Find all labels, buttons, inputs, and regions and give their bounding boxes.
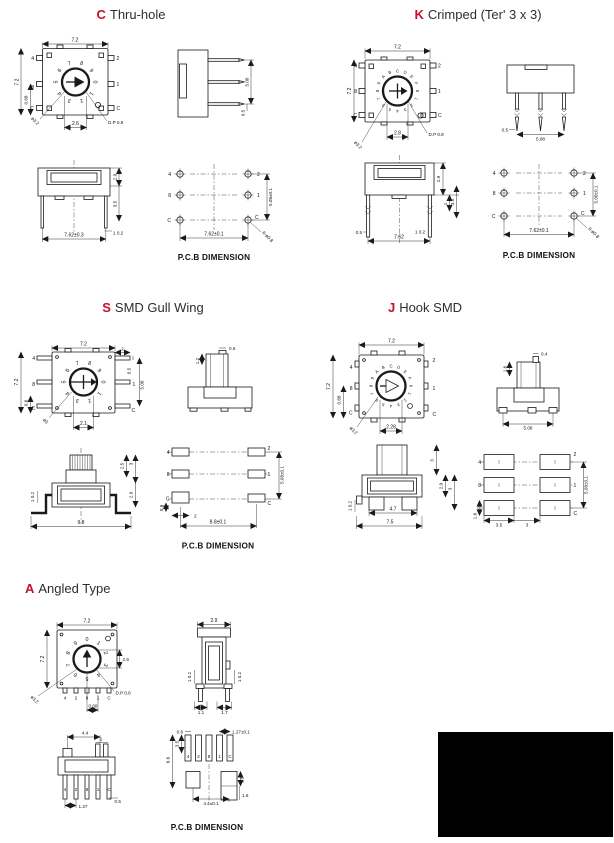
dim: 6.6 [165, 756, 171, 764]
section-title-k: Crimped (Ter' 3 x 3) [427, 7, 542, 22]
j-front-view [348, 445, 455, 529]
dim: 2.6 [72, 121, 79, 127]
dial-char: 3 [67, 96, 72, 104]
dim: 0.68 [88, 703, 98, 709]
dim: 0.6 [229, 346, 236, 351]
pad-label: 8 [207, 754, 211, 759]
dim: 5.08 [536, 136, 545, 142]
dial-char: 2 [409, 102, 415, 108]
dim: 2.1 [80, 421, 87, 427]
dial-char: 5 [85, 675, 89, 681]
pcb-label: C [573, 511, 578, 517]
pcb-label: 4 [492, 171, 496, 177]
dial-char: 5 [381, 401, 386, 408]
dial-char: 7 [75, 360, 80, 368]
dim: 3.5 [174, 740, 180, 748]
dim: 0.4 [541, 351, 548, 357]
pcb-label: 4 [168, 172, 171, 178]
pin-label: 4 [349, 365, 353, 371]
dim: 3.5 [495, 522, 503, 528]
dim: 7.2 [394, 44, 401, 51]
s-pcb-view [159, 446, 285, 551]
pin-label: C [31, 406, 35, 412]
pin-label: 8 [32, 382, 35, 388]
dim: 1.6 [502, 365, 508, 373]
pin-label: 2 [438, 63, 441, 70]
dim: 5.08±0.1 [593, 185, 599, 204]
dim: 0.68 [336, 395, 342, 405]
dim: 4.4 [81, 730, 89, 736]
dim: 7.62±0.3 [64, 232, 84, 239]
dial-char: B [387, 69, 393, 76]
dial-char: 2 [79, 96, 84, 104]
dim: 7.2 [388, 338, 395, 345]
pin-label: 1 [132, 382, 136, 388]
dial-char: 1 [95, 390, 103, 397]
dial-char: 2 [402, 397, 408, 403]
j-top-view [326, 339, 437, 436]
c-top-view [15, 38, 124, 131]
pcb-label: 4 [478, 460, 481, 466]
dial-char: 8 [65, 650, 73, 656]
pin-label: C [353, 113, 357, 119]
pcb-label: 1 [583, 191, 586, 197]
dim: 2.6 [122, 657, 129, 662]
dial-char: 6 [64, 367, 72, 374]
dim: ø3 [41, 417, 50, 425]
dim: 5.08±0.1 [279, 466, 285, 484]
dim: 5.08±0.1 [268, 188, 273, 206]
dim: ø3.2 [30, 115, 41, 126]
pcb-label: 1 [267, 472, 271, 478]
pin-label: 8 [354, 89, 357, 95]
k-front-view [356, 155, 459, 244]
dim: 3.5 [450, 198, 455, 206]
dim: 0.5 [126, 367, 132, 375]
pcb-label: C [165, 496, 170, 503]
dim: 1.2 [195, 357, 200, 365]
dial-char: C [389, 363, 393, 369]
dim: 1 0.2 [237, 671, 242, 683]
dial-char: 6 [72, 671, 79, 678]
pcb-label: C [581, 211, 585, 217]
dim: 2.9 [438, 482, 444, 490]
dial-char: 3 [396, 401, 401, 408]
pcb-label: C [491, 214, 496, 220]
dim: ø3.2 [348, 425, 359, 436]
dial-char: 6 [374, 397, 380, 403]
k-top-view [347, 45, 444, 151]
dial-char: 0 [85, 637, 89, 643]
dial-char: 3 [403, 106, 408, 113]
dim: 7.2 [14, 378, 20, 386]
dim: 2.9 [128, 491, 134, 499]
dim: 7.2 [83, 618, 91, 625]
dial-char: 4 [56, 90, 64, 97]
a-side-view [187, 618, 242, 715]
dim: 4.4±0.1 [203, 801, 219, 806]
dial-char: 1 [87, 90, 95, 97]
dim: 2 [121, 346, 124, 352]
pin-label: 4 [31, 56, 34, 62]
dial-char: 4 [95, 671, 102, 678]
dial-char: 3 [101, 662, 109, 668]
dim: 2.9 [436, 175, 441, 183]
dim: 0.5 [240, 109, 246, 117]
dim: 1 0.2 [113, 230, 124, 236]
pcb-label: 8 [492, 191, 496, 197]
dial-char: 4 [64, 390, 72, 397]
pin-label: C [116, 106, 121, 112]
c-pcb-view [167, 164, 274, 262]
dim: 0.5 [355, 230, 362, 235]
s-side-view [188, 346, 252, 411]
a-top-view [30, 619, 132, 713]
j-pcb-view [473, 452, 589, 528]
pin-label: C [438, 113, 442, 119]
dial-char: 2 [101, 650, 109, 656]
pcb-label: 1 [257, 193, 260, 199]
dim: 1.7 [221, 710, 228, 715]
pin-label: 8 [85, 695, 89, 701]
dial-char: 7 [369, 391, 376, 396]
dim: 7.2 [71, 37, 79, 44]
dim: 1 [99, 736, 103, 742]
dial-char: 3 [75, 396, 80, 404]
dim: 0.6 [176, 729, 183, 735]
dim: 0.6 [23, 399, 29, 407]
pcb-label: 4 [166, 450, 170, 456]
black-redaction-box [438, 732, 613, 837]
section-letter-j: J [387, 300, 396, 315]
dim: 1.27 [78, 804, 88, 809]
dial-char: 8 [374, 89, 380, 93]
section-title-j: Hook SMD [399, 300, 463, 315]
pad-label: 2 [197, 754, 200, 759]
dial-char: 0 [91, 80, 98, 84]
dial-char: 5 [387, 106, 392, 113]
c-front-view [38, 160, 124, 242]
dim: 7.2 [80, 341, 87, 348]
dial-char: B [381, 364, 386, 371]
section-title-s: SMD Gull Wing [114, 300, 204, 315]
pcb-label: 2 [573, 452, 577, 458]
pin-label: 4 [63, 695, 67, 701]
dim: 1 [443, 202, 448, 206]
pcb-caption: P.C.B DIMENSION [502, 251, 576, 260]
dim: 1 0.2 [187, 671, 192, 683]
pin-label: C [131, 408, 136, 414]
dim: ø3.2 [353, 139, 364, 150]
pin-label: C [107, 787, 111, 792]
pcb-caption: P.C.B DIMENSION [170, 823, 244, 832]
dial-char: 9 [369, 376, 376, 381]
dim: 0.5 [114, 799, 121, 804]
pad-label: C [228, 754, 232, 759]
section-letter-a: A [25, 581, 35, 596]
pcb-label: 2 [583, 171, 586, 177]
k-pcb-view [492, 164, 601, 260]
dial-char: 7 [67, 60, 72, 68]
j-side-view [497, 352, 559, 431]
dim: 7.62 [394, 234, 404, 241]
dial-char: 0 [99, 380, 106, 384]
a-front-view [58, 731, 121, 810]
dim: 7.2 [14, 78, 21, 86]
dial-char: 1 [95, 640, 102, 647]
dim: D.P 0.8 [115, 690, 131, 696]
dim: 1 0.2 [347, 500, 353, 512]
dial-char: 7 [65, 662, 73, 668]
dim: 9.8 [77, 520, 85, 526]
dim: 2.8 [394, 130, 401, 137]
pin-label: 8 [349, 386, 353, 392]
pcb-label: C [267, 501, 272, 507]
dim: 1.8 [239, 776, 245, 784]
dial-char: 1 [406, 391, 413, 396]
pin-label: C [30, 106, 34, 112]
dim: 1.1 [197, 710, 205, 715]
pin-label: 1 [432, 386, 436, 392]
dial-char: 9 [376, 81, 382, 86]
dial-char: D [396, 364, 402, 371]
pin-label: 4 [32, 356, 35, 362]
dim: 3 [447, 487, 453, 491]
dim: D.P 0.8 [108, 120, 124, 125]
dial-char: 4 [396, 108, 399, 114]
dim: 2.28 [386, 424, 396, 431]
dim: 3.5 [112, 200, 118, 208]
pcb-label: 8 [168, 193, 171, 199]
pin-label: 2 [74, 787, 78, 792]
dim: 2 [194, 513, 197, 519]
dial-char: 0 [415, 89, 421, 93]
pin-label: 8 [85, 787, 89, 792]
dim: 0.5 [501, 127, 508, 133]
dim: 1.6 [242, 793, 249, 798]
dim: 7.5 [386, 519, 394, 526]
dial-char: 4 [389, 403, 393, 409]
dial-char: A [373, 368, 380, 375]
section-letter-k: K [414, 7, 424, 22]
dim: 4.7 [389, 506, 397, 513]
a-pcb-view [166, 730, 251, 833]
dial-char: A [380, 73, 386, 80]
dim: 1 0.2 [30, 491, 35, 503]
dim: 0.68 [23, 95, 29, 105]
pad-label: 1 [218, 754, 221, 759]
pin-label: C [107, 695, 111, 701]
dim: 1.6 [472, 512, 478, 520]
s-top-view [14, 342, 145, 431]
dial-char: 5 [53, 80, 60, 84]
dial-char: 8 [79, 60, 84, 68]
pin-label: C [348, 410, 353, 417]
dim: D.P 0.8 [428, 132, 444, 137]
pcb-label: 2 [267, 446, 271, 452]
section-title-a: Angled Type [38, 581, 111, 596]
pin-label: C [432, 412, 437, 418]
dial-char: 9 [72, 640, 79, 647]
section-letter-c: C [96, 7, 106, 22]
dial-char: 8 [368, 384, 374, 388]
dim: 5.08 [244, 77, 250, 87]
c-side-view [178, 50, 254, 117]
dial-char: 6 [380, 102, 386, 108]
dim: 5.08 [139, 380, 145, 390]
section-title-c: Thru-hole [109, 7, 166, 22]
dial-char: 1 [413, 96, 419, 101]
dim: 7.2 [347, 87, 353, 95]
dim: 6-ø0.8 [587, 226, 601, 240]
dim: 2.5 [119, 462, 125, 470]
dial-char: 6 [56, 67, 64, 74]
dial-char: 7 [376, 96, 382, 101]
dim: 7.2 [326, 383, 332, 390]
section-letter-s: S [102, 300, 111, 315]
dial-char: 8 [87, 360, 92, 368]
pin-label: 1 [96, 787, 100, 792]
dim: ø3.2 [29, 694, 40, 705]
pcb-label: 1 [573, 483, 577, 489]
dim: 3 [525, 522, 529, 528]
dial-char: D [402, 69, 408, 76]
pcb-caption: P.C.B DIMENSION [177, 253, 251, 262]
dial-char: 0 [408, 384, 414, 388]
pin-label: 8 [31, 85, 34, 91]
dial-char: 9 [95, 367, 103, 374]
pin-label: 1 [438, 89, 441, 95]
dim: 2.9 [210, 618, 218, 624]
dim: 5.08±0.1 [583, 476, 589, 494]
dim: 0.9 [159, 504, 164, 512]
pcb-label: C [167, 218, 171, 224]
pcb-label: 8 [478, 483, 481, 489]
dim: 3 [429, 459, 435, 462]
dial-char: 9 [87, 67, 95, 74]
dim: 7.62±0.1 [529, 228, 549, 234]
dial-char: F [406, 376, 413, 381]
pin-label: 2 [116, 56, 120, 62]
s-front-view [30, 448, 136, 529]
dim: 1.27±0.1 [232, 729, 250, 735]
pin-label: 4 [63, 787, 67, 792]
dial-char: C [395, 68, 400, 74]
dim: 2.9 [112, 173, 118, 181]
pcb-label: 8 [166, 472, 170, 478]
dim: 1 0.2 [414, 229, 426, 235]
pcb-caption: P.C.B DIMENSION [181, 541, 255, 551]
dial-char: F [413, 81, 419, 86]
pcb-label: C [477, 506, 481, 512]
pin-label: 1 [96, 695, 100, 701]
dial-char: 5 [61, 380, 68, 384]
dim: 7.62±0.1 [204, 231, 224, 238]
pad-label: 4 [186, 754, 190, 759]
dial-char: E [409, 73, 415, 80]
pin-label: 1 [116, 82, 120, 88]
pcb-label: C [255, 215, 259, 221]
pin-label: 2 [432, 358, 436, 364]
dial-char: 2 [87, 396, 92, 404]
dim: 3 [128, 462, 134, 466]
dim: 6-ø0.8 [261, 230, 275, 244]
dim: 8.8±0.1 [209, 519, 227, 526]
pin-label: 2 [74, 695, 78, 701]
k-side-view [502, 65, 574, 142]
dial-char: E [402, 368, 409, 375]
pin-label: 4 [354, 63, 357, 70]
dim: 7.2 [40, 655, 46, 663]
dim: 5.08 [523, 425, 533, 431]
pcb-label: 2 [257, 172, 260, 178]
